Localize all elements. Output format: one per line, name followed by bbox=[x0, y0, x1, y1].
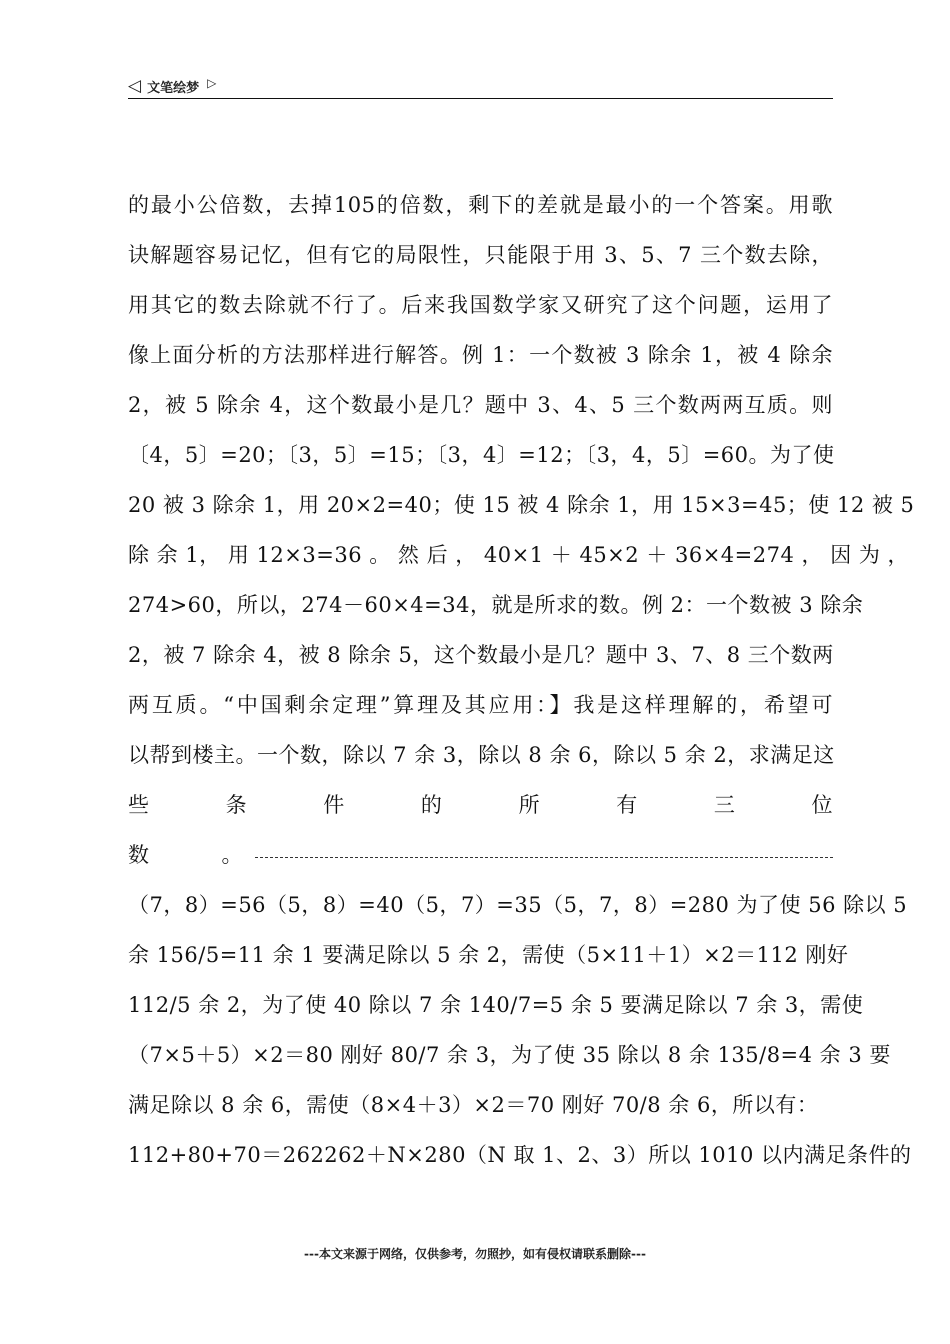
header-rule bbox=[128, 98, 833, 99]
dash-char: 数 bbox=[128, 843, 150, 867]
triangle-left-icon: ◁ bbox=[128, 76, 142, 96]
header-title: 文笔绘梦 bbox=[147, 80, 200, 96]
paragraph-line: 2，被 5 除余 4，这个数最小是几？题中 3、4、5 三个数两两互质。则 bbox=[128, 393, 833, 417]
paragraph-line: （7×5＋5）×2＝80 刚好 80/7 余 3，为了使 35 除以 8 余 135/8=4 余 3 要 bbox=[128, 1043, 891, 1067]
spread-char: 件 bbox=[323, 793, 345, 817]
paragraph-line: 诀解题容易记忆，但有它的局限性，只能限于用 3、5、7 三个数去除， bbox=[128, 243, 833, 267]
paragraph-line: （7，8）=56（5，8）=40（5，7）=35（5，7，8）=280 为了使 56 除以 5 bbox=[128, 893, 908, 917]
dash-line bbox=[128, 830, 833, 880]
dash-char: 。 bbox=[221, 843, 243, 867]
paragraph-line: 像上面分析的方法那样进行解答。例 1：一个数被 3 除余 1，被 4 除余 bbox=[128, 343, 833, 367]
paragraph-line: 的最小公倍数，去掉105的倍数，剩下的差就是最小的一个答案。用歌 bbox=[128, 193, 833, 217]
paragraph-line: 〔4，5〕=20；〔3，5〕=15；〔3，4〕=12；〔3，4，5〕=60。为了使 bbox=[128, 443, 835, 467]
dashed-separator bbox=[255, 857, 833, 858]
dash-lead bbox=[128, 830, 243, 880]
spread-char: 位 bbox=[811, 793, 833, 817]
paragraph-line: 112+80+70＝262262＋N×280（N 取 1、2、3）所以 1010 以内满足条件的 bbox=[128, 1143, 912, 1167]
paragraph-line: 满足除以 8 余 6，需使（8×4＋3）×2＝70 刚好 70/8 余 6，所以有： bbox=[128, 1093, 819, 1117]
paragraph-line: 2，被 7 除余 4，被 8 除余 5，这个数最小是几？题中 3、7、8 三个数两 bbox=[128, 643, 834, 667]
spread-char: 条 bbox=[225, 793, 248, 817]
paragraph-line: 20 被 3 除余 1，用 20×2=40；使 15 被 4 除余 1，用 15×3=45；使 12 被 5 bbox=[128, 493, 915, 517]
paragraph-line: 余 156/5=11 余 1 要满足除以 5 余 2，需使（5×11＋1）×2＝112 刚好 bbox=[128, 943, 849, 967]
spread-char: 三 bbox=[713, 793, 736, 817]
page-header bbox=[128, 74, 833, 98]
spread-char: 有 bbox=[616, 793, 638, 817]
paragraph-line: 用其它的数去除就不行了。后来我国数学家又研究了这个问题，运用了 bbox=[128, 293, 833, 317]
paragraph-line: 两互质。“中国剩余定理”算理及其应用：】我是这样理解的，希望可 bbox=[128, 693, 833, 717]
spread-char: 所 bbox=[518, 793, 541, 817]
triangle-right-icon: ▷ bbox=[207, 76, 217, 90]
spread-char: 些 bbox=[128, 793, 150, 817]
paragraph-line: 274>60，所以，274－60×4=34，就是所求的数。例 2：一个数被 3 除余 bbox=[128, 593, 864, 617]
spread-char: 的 bbox=[420, 793, 443, 817]
paragraph-line: 以帮到楼主。一个数，除以 7 余 3，除以 8 余 6，除以 5 余 2，求满足这 bbox=[128, 743, 835, 767]
document-body bbox=[128, 180, 915, 1180]
paragraph-line: 除 余 1， 用 12×3=36 。 然 后 ， 40×1 ＋ 45×2 ＋ 36×4=274 ， 因 为 ， bbox=[128, 543, 910, 567]
paragraph-line: 112/5 余 2，为了使 40 除以 7 余 140/7=5 余 5 要满足除以 7 余 3，需使 bbox=[128, 993, 864, 1017]
page-footer: ---本文来源于网络，仅供参考，勿照抄，如有侵权请联系删除--- bbox=[304, 1247, 646, 1261]
spread-line bbox=[128, 780, 833, 830]
